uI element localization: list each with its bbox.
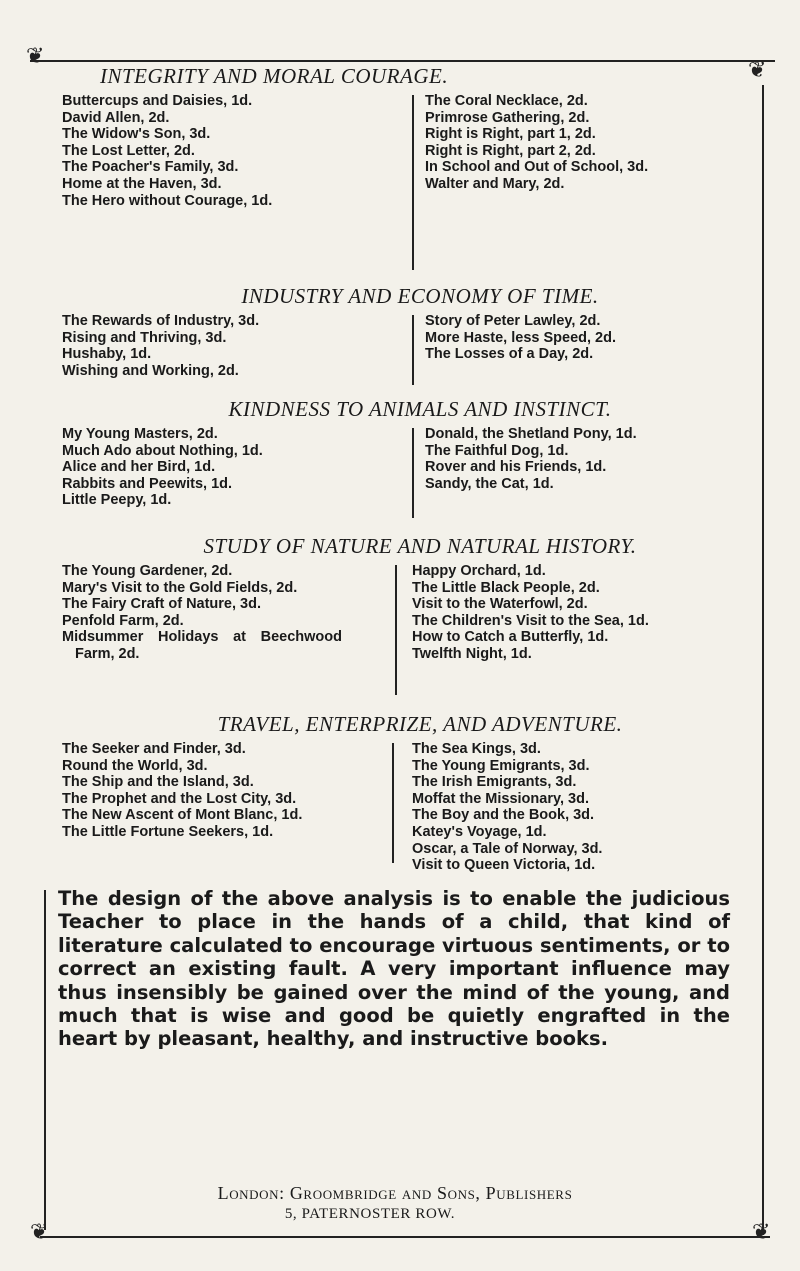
book-title-entry: The Widow's Son, 3d. <box>62 126 211 143</box>
book-title-entry: My Young Masters, 2d. <box>62 426 218 442</box>
book-title-entry: The Prophet and the Lost City, 3d. <box>62 790 297 807</box>
book-title-entry: Wishing and Working, 2d. <box>62 362 239 379</box>
book-title-entry: The Losses of a Day, 2d. <box>425 346 594 363</box>
section-title: STUDY OF NATURE AND NATURAL HISTORY. <box>203 534 637 558</box>
book-title-entry: Penfold Farm, 2d. <box>62 612 184 629</box>
book-title-entry: The Rewards of Industry, 3d. <box>62 313 260 329</box>
corner-ornament-icon: ❦ <box>26 44 45 69</box>
left-book-list <box>62 563 342 663</box>
book-title-entry: The Lost Letter, 2d. <box>62 142 195 159</box>
book-title-entry: David Allen, 2d. <box>62 109 170 126</box>
top-rule <box>30 60 775 62</box>
book-title-entry: Oscar, a Tale of Norway, 3d. <box>412 840 603 857</box>
book-title-entry: The Young Gardener, 2d. <box>62 563 233 579</box>
section-title: INDUSTRY AND ECONOMY OF TIME. <box>241 284 599 308</box>
book-title-entry: Sandy, the Cat, 1d. <box>425 475 554 492</box>
column-divider <box>412 428 414 518</box>
book-title-entry: Katey's Voyage, 1d. <box>412 823 547 840</box>
book-title-entry: The Irish Emigrants, 3d. <box>412 774 577 791</box>
book-title-entry: Little Peepy, 1d. <box>62 492 172 509</box>
book-title-entry: Twelfth Night, 1d. <box>412 645 532 662</box>
book-title-entry: The Ship and the Island, 3d. <box>62 774 254 791</box>
left-rule <box>44 890 46 1230</box>
book-title-entry: Midsummer Holidays at Beechwood Farm, 2d. <box>62 629 342 662</box>
book-title-entry: The Young Emigrants, 3d. <box>412 757 590 774</box>
book-title-entry: Home at the Haven, 3d. <box>62 175 222 192</box>
right-book-list <box>412 741 730 874</box>
section-title: KINDNESS TO ANIMALS AND INSTINCT. <box>228 397 612 421</box>
column-divider <box>412 315 414 385</box>
book-title-entry: Primrose Gathering, 2d. <box>425 109 590 126</box>
book-title-entry: The Children's Visit to the Sea, 1d. <box>412 612 649 629</box>
book-title-entry: Rising and Thriving, 3d. <box>62 329 227 346</box>
book-title-entry: The Poacher's Family, 3d. <box>62 159 239 176</box>
corner-ornament-icon: ❦ <box>30 1220 49 1245</box>
right-book-list <box>425 426 730 492</box>
closing-statement: The design of the above analysis is to enable the judicious Teacher to place in the hands of a child, that kind of literature calculated to encourage virtuous sentiments, or to correct an existing fault. A very important influence may thus insensibly be gained over the mind of the young, and much that is wise and good be quietly engrafted in the heart by pleasant, healthy, and instructive books. <box>58 887 730 1051</box>
corner-ornament-icon: ❦ <box>748 58 767 83</box>
right-book-list <box>412 563 730 663</box>
book-title-entry: Much Ado about Nothing, 1d. <box>62 442 263 459</box>
book-title-entry: The Sea Kings, 3d. <box>412 741 541 757</box>
corner-ornament-icon: ❦ <box>752 1220 771 1245</box>
left-book-list <box>62 313 352 379</box>
book-title-entry: The Boy and the Book, 3d. <box>412 807 595 824</box>
book-title-entry: The Faithful Dog, 1d. <box>425 442 569 459</box>
book-title-entry: The Fairy Craft of Nature, 3d. <box>62 596 262 613</box>
book-title-entry: In School and Out of School, 3d. <box>425 159 649 176</box>
publisher-name: London: Groombridge and Sons, Publishers <box>217 1183 573 1203</box>
column-divider <box>412 95 414 270</box>
book-title-entry: The New Ascent of Mont Blanc, 1d. <box>62 807 303 824</box>
left-book-list <box>62 426 352 509</box>
book-title-entry: More Haste, less Speed, 2d. <box>425 329 616 346</box>
book-title-entry: Happy Orchard, 1d. <box>412 563 546 579</box>
book-title-entry: Hushaby, 1d. <box>62 346 152 363</box>
book-title-entry: Story of Peter Lawley, 2d. <box>425 313 601 329</box>
left-book-list <box>62 93 352 209</box>
right-book-list <box>425 313 730 363</box>
book-title-entry: The Little Fortune Seekers, 1d. <box>62 823 274 840</box>
section-title: TRAVEL, ENTERPRIZE, AND ADVENTURE. <box>217 712 623 736</box>
book-title-entry: Buttercups and Daisies, 1d. <box>62 93 253 109</box>
section-title: INTEGRITY AND MORAL COURAGE. <box>100 64 449 88</box>
book-title-entry: Moffat the Missionary, 3d. <box>412 790 589 807</box>
book-title-entry: The Seeker and Finder, 3d. <box>62 741 246 757</box>
bottom-rule <box>40 1236 770 1238</box>
book-title-entry: How to Catch a Butterfly, 1d. <box>412 629 609 646</box>
column-divider <box>395 565 397 695</box>
publisher-address: 5, PATERNOSTER ROW. <box>284 1206 456 1222</box>
book-title-entry: Alice and her Bird, 1d. <box>62 459 216 476</box>
book-title-entry: Visit to the Waterfowl, 2d. <box>412 596 588 613</box>
book-title-entry: Rover and his Friends, 1d. <box>425 459 607 476</box>
column-divider <box>392 743 394 863</box>
book-title-entry: The Hero without Courage, 1d. <box>62 192 273 209</box>
book-title-entry: Mary's Visit to the Gold Fields, 2d. <box>62 579 298 596</box>
book-title-entry: Donald, the Shetland Pony, 1d. <box>425 426 637 442</box>
book-title-entry: The Little Black People, 2d. <box>412 579 600 596</box>
book-title-entry: Right is Right, part 1, 2d. <box>425 126 596 143</box>
book-title-entry: The Coral Necklace, 2d. <box>425 93 588 109</box>
book-title-entry: Walter and Mary, 2d. <box>425 175 565 192</box>
book-title-entry: Visit to Queen Victoria, 1d. <box>412 857 596 874</box>
right-rule <box>762 85 764 1235</box>
left-book-list <box>62 741 352 841</box>
book-title-entry: Right is Right, part 2, 2d. <box>425 142 596 159</box>
right-book-list <box>425 93 730 193</box>
book-title-entry: Round the World, 3d. <box>62 757 208 774</box>
book-title-entry: Rabbits and Peewits, 1d. <box>62 475 233 492</box>
